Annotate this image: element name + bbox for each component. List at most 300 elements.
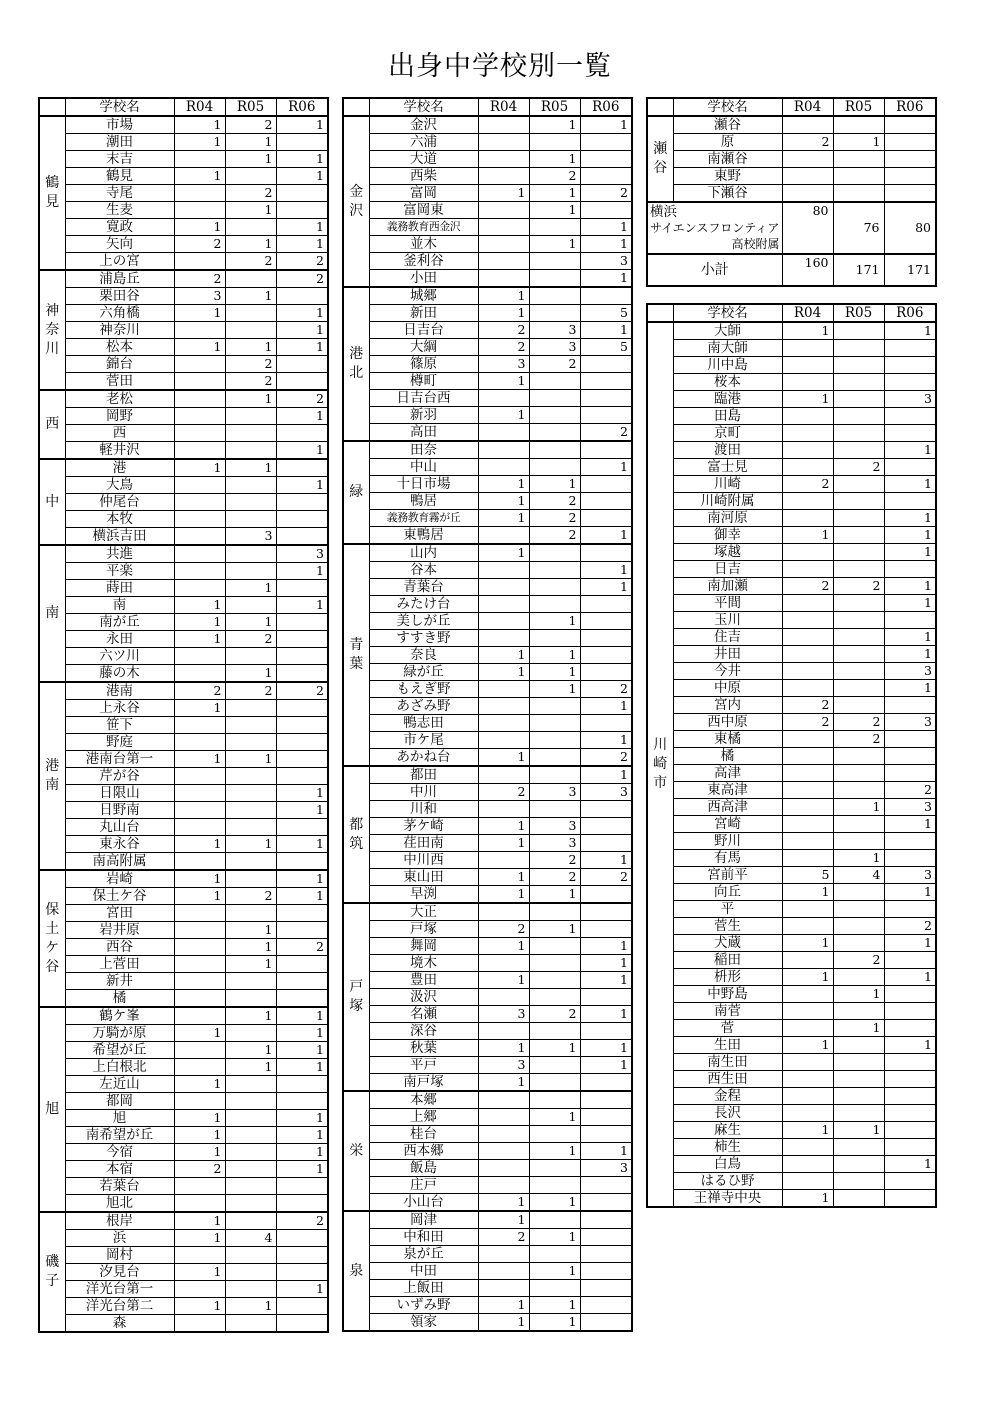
count-r04: 1 — [478, 373, 529, 390]
count-r06: 1 — [276, 408, 328, 425]
count-r05: 1 — [225, 1298, 276, 1315]
count-r05 — [529, 955, 580, 972]
count-r06 — [884, 151, 936, 168]
table-row — [647, 1173, 936, 1190]
count-r05 — [833, 116, 884, 134]
count-r05: 1 — [225, 390, 276, 408]
count-r04 — [782, 748, 833, 765]
count-r06 — [276, 717, 328, 734]
school-name: 今宿 — [65, 1144, 174, 1161]
count-r05 — [833, 646, 884, 663]
table-row — [343, 630, 632, 647]
count-r04 — [174, 408, 225, 425]
count-r05 — [833, 1054, 884, 1071]
count-r04 — [782, 799, 833, 816]
count-r06: 1 — [580, 1057, 632, 1074]
table-row — [343, 749, 632, 767]
table-row — [647, 799, 936, 816]
table-row — [343, 322, 632, 339]
ward-name: 神奈川 — [39, 270, 65, 390]
count-r06 — [580, 989, 632, 1006]
table-row — [39, 322, 328, 339]
count-r05 — [529, 407, 580, 424]
count-r06 — [276, 459, 328, 477]
count-r06: 2 — [276, 390, 328, 408]
count-r06: 1 — [276, 1059, 328, 1076]
school-name: 仲尾台 — [65, 494, 174, 511]
count-r04 — [478, 253, 529, 270]
table-row — [343, 1229, 632, 1246]
count-r06 — [884, 1173, 936, 1190]
header-row — [647, 304, 936, 322]
count-r06: 1 — [276, 1161, 328, 1178]
table-row — [39, 356, 328, 373]
count-r04: 2 — [782, 697, 833, 714]
count-r05 — [529, 938, 580, 955]
count-r06: 1 — [276, 477, 328, 494]
school-name: 上菅田 — [65, 956, 174, 973]
count-r04 — [478, 202, 529, 219]
table-row — [343, 493, 632, 510]
count-r05: 1 — [225, 922, 276, 939]
count-r04 — [782, 952, 833, 969]
count-r06: 5 — [580, 305, 632, 322]
count-r05 — [529, 732, 580, 749]
school-name: 万騎が原 — [65, 1025, 174, 1042]
count-r05: 1 — [225, 236, 276, 253]
count-r04 — [174, 665, 225, 683]
table-row — [343, 1006, 632, 1023]
table-row — [39, 631, 328, 648]
table-row — [647, 680, 936, 697]
count-r04 — [782, 357, 833, 374]
count-r05 — [225, 870, 276, 888]
table-row — [39, 665, 328, 683]
count-r06: 1 — [580, 766, 632, 784]
count-r04: 1 — [174, 1264, 225, 1281]
count-r06 — [884, 731, 936, 748]
table-row — [647, 151, 936, 168]
header-r05: R05 — [529, 98, 580, 116]
school-name: 新井 — [65, 973, 174, 990]
count-r05: 1 — [529, 681, 580, 698]
count-r06 — [276, 990, 328, 1008]
count-r04 — [478, 732, 529, 749]
count-r05: 2 — [529, 356, 580, 373]
school-name: 中田 — [369, 1263, 478, 1280]
count-r06 — [276, 853, 328, 871]
count-r06 — [276, 922, 328, 939]
header-row — [647, 98, 936, 116]
school-name: 港南 — [65, 682, 174, 700]
count-r05 — [529, 219, 580, 236]
count-r05: 1 — [833, 134, 884, 151]
count-r06 — [580, 1109, 632, 1126]
count-r06: 1 — [580, 270, 632, 288]
school-name: いずみ野 — [369, 1297, 478, 1314]
count-r06: 3 — [580, 784, 632, 801]
count-r04: 1 — [478, 749, 529, 767]
count-r06: 3 — [884, 867, 936, 884]
table-row — [343, 886, 632, 904]
table-row — [647, 969, 936, 986]
table-row — [647, 510, 936, 527]
count-r04: 2 — [174, 270, 225, 288]
school-name: 下瀬谷 — [673, 185, 782, 203]
school-name: 都岡 — [65, 1093, 174, 1110]
count-r06 — [884, 1139, 936, 1156]
count-r05 — [529, 1160, 580, 1177]
count-r05: 1 — [225, 1007, 276, 1025]
count-r05 — [225, 905, 276, 922]
count-r06 — [884, 374, 936, 391]
count-r04 — [478, 698, 529, 715]
count-r06 — [580, 1126, 632, 1143]
count-r05: 2 — [833, 731, 884, 748]
count-r06: 3 — [884, 391, 936, 408]
school-name: すすき野 — [369, 630, 478, 647]
school-name: 宮内 — [673, 697, 782, 714]
count-r06 — [884, 408, 936, 425]
school-name: 富岡 — [369, 185, 478, 202]
count-r06 — [884, 134, 936, 151]
count-r04 — [174, 785, 225, 802]
count-r05: 1 — [529, 1297, 580, 1314]
count-r06 — [884, 833, 936, 850]
count-r04: 1 — [782, 322, 833, 340]
ward-name: 中 — [39, 459, 65, 545]
school-name: もえぎ野 — [369, 681, 478, 698]
count-r04 — [782, 1003, 833, 1020]
count-r05 — [833, 748, 884, 765]
count-r04 — [782, 185, 833, 203]
school-name: 中野島 — [673, 986, 782, 1003]
school-name: 旭 — [65, 1110, 174, 1127]
school-name: 末吉 — [65, 151, 174, 168]
school-name: 領家 — [369, 1314, 478, 1332]
count-r05 — [833, 969, 884, 986]
ward-name: 戸塚 — [343, 903, 369, 1091]
count-r05: 1 — [225, 339, 276, 356]
school-name: 中原 — [673, 680, 782, 697]
table-row — [343, 647, 632, 664]
count-r05: 1 — [529, 1040, 580, 1057]
count-r04 — [478, 236, 529, 253]
table-row — [39, 442, 328, 460]
table-row — [647, 765, 936, 782]
table-row — [343, 1194, 632, 1212]
table-row — [39, 1195, 328, 1213]
school-name: 中川 — [369, 784, 478, 801]
school-name: 上白根北 — [65, 1059, 174, 1076]
table-row — [39, 1230, 328, 1247]
count-r04: 1 — [782, 935, 833, 952]
school-name: 奈良 — [369, 647, 478, 664]
count-r06 — [884, 901, 936, 918]
ward-name: 栄 — [343, 1091, 369, 1211]
count-r04: 2 — [174, 236, 225, 253]
ward-name: 磯子 — [39, 1212, 65, 1332]
count-r04 — [782, 986, 833, 1003]
count-r05: 3 — [225, 528, 276, 546]
count-r04: 1 — [478, 287, 529, 305]
school-name: 白鳥 — [673, 1156, 782, 1173]
count-r06 — [276, 1178, 328, 1195]
table-row — [343, 441, 632, 459]
count-r05: 2 — [225, 356, 276, 373]
school-name: 臨港 — [673, 391, 782, 408]
table-row — [647, 646, 936, 663]
count-r04 — [174, 545, 225, 563]
table-row — [39, 888, 328, 905]
count-r05: 1 — [529, 664, 580, 681]
count-r05: 2 — [529, 869, 580, 886]
count-r05: 1 — [225, 459, 276, 477]
table-row — [39, 768, 328, 785]
count-r05: 1 — [833, 799, 884, 816]
count-r04 — [782, 544, 833, 561]
school-name: 保土ケ谷 — [65, 888, 174, 905]
school-name: 住吉 — [673, 629, 782, 646]
table-row — [647, 816, 936, 833]
count-r04 — [782, 782, 833, 799]
count-r04 — [174, 563, 225, 580]
school-name: 岡野 — [65, 408, 174, 425]
school-name: 岡村 — [65, 1247, 174, 1264]
count-r05 — [833, 663, 884, 680]
school-name: 日吉台 — [369, 322, 478, 339]
school-name: 今井 — [673, 663, 782, 680]
count-r04: 1 — [478, 1194, 529, 1212]
count-r04: 3 — [478, 1057, 529, 1074]
school-table-1 — [38, 97, 329, 1333]
count-r04 — [174, 1315, 225, 1333]
count-r06: 1 — [580, 1143, 632, 1160]
school-name: 豊田 — [369, 972, 478, 989]
count-r05: 4 — [833, 867, 884, 884]
table-row — [647, 629, 936, 646]
count-r06: 1 — [276, 1144, 328, 1161]
school-name: 菅 — [673, 1020, 782, 1037]
table-row — [647, 1190, 936, 1208]
table-row — [39, 1161, 328, 1178]
count-r04: 1 — [174, 1298, 225, 1315]
count-r06: 2 — [276, 270, 328, 288]
count-r06: 1 — [884, 629, 936, 646]
count-r04: 1 — [782, 884, 833, 901]
school-name: 芹が谷 — [65, 768, 174, 785]
count-r05 — [529, 441, 580, 459]
count-r06: 1 — [580, 938, 632, 955]
count-r06 — [580, 407, 632, 424]
count-r05 — [833, 1173, 884, 1190]
count-r05 — [225, 768, 276, 785]
count-r05: 2 — [529, 1006, 580, 1023]
count-r06 — [884, 1020, 936, 1037]
table-row — [39, 511, 328, 528]
count-r04 — [478, 1091, 529, 1109]
count-r05 — [225, 305, 276, 322]
school-name: 義務教育霧が丘 — [369, 510, 478, 527]
school-name: 富岡東 — [369, 202, 478, 219]
school-name: 田奈 — [369, 441, 478, 459]
count-r06: 2 — [884, 782, 936, 799]
table-row — [647, 1071, 936, 1088]
count-r05 — [529, 270, 580, 288]
table-row — [343, 1126, 632, 1143]
count-r06: 1 — [276, 322, 328, 339]
count-r04 — [174, 390, 225, 408]
count-r05: 1 — [529, 921, 580, 938]
header-r04: R04 — [174, 98, 225, 116]
school-name: 南希望が丘 — [65, 1127, 174, 1144]
count-r05 — [225, 442, 276, 460]
school-name: 庄戸 — [369, 1177, 478, 1194]
count-r06 — [276, 1247, 328, 1264]
school-name: 潮田 — [65, 134, 174, 151]
count-r05 — [833, 561, 884, 578]
table-row — [343, 1074, 632, 1092]
school-name: 瀬谷 — [673, 116, 782, 134]
count-r04 — [478, 1160, 529, 1177]
count-r06 — [276, 905, 328, 922]
count-r05 — [225, 1264, 276, 1281]
count-r05 — [225, 853, 276, 871]
count-r06 — [884, 1122, 936, 1139]
table-row — [343, 1057, 632, 1074]
count-r05 — [529, 1246, 580, 1263]
count-r05: 2 — [529, 493, 580, 510]
table-row — [343, 579, 632, 596]
table-row — [647, 340, 936, 357]
school-name: 城郷 — [369, 287, 478, 305]
school-name: 飯島 — [369, 1160, 478, 1177]
count-r06: 1 — [884, 1037, 936, 1054]
subtotal-r06: 171 — [884, 254, 936, 286]
table-row — [39, 305, 328, 322]
count-r06 — [276, 1315, 328, 1333]
count-r05 — [225, 802, 276, 819]
count-r06 — [884, 1105, 936, 1122]
count-r06 — [276, 134, 328, 151]
school-name: 上飯田 — [369, 1280, 478, 1297]
table-row — [39, 734, 328, 751]
count-r06 — [884, 1088, 936, 1105]
header-school: 学校名 — [673, 304, 782, 322]
count-r06: 1 — [580, 1006, 632, 1023]
table-row — [39, 1264, 328, 1281]
count-r06: 1 — [276, 1110, 328, 1127]
school-name: 南高附属 — [65, 853, 174, 871]
count-r05 — [833, 357, 884, 374]
count-r04: 2 — [782, 578, 833, 595]
count-r04 — [174, 717, 225, 734]
table-row — [647, 731, 936, 748]
count-r04 — [174, 373, 225, 391]
count-r04 — [478, 681, 529, 698]
school-name: 永田 — [65, 631, 174, 648]
table-row — [343, 801, 632, 818]
count-r04 — [782, 340, 833, 357]
ward-name: 西 — [39, 390, 65, 459]
count-r05 — [833, 391, 884, 408]
count-r04: 1 — [478, 835, 529, 852]
count-r04 — [782, 1054, 833, 1071]
school-name: 川崎 — [673, 476, 782, 493]
count-r04 — [782, 612, 833, 629]
table-row — [39, 1042, 328, 1059]
table-row — [343, 202, 632, 219]
count-r06 — [884, 493, 936, 510]
count-r05 — [833, 680, 884, 697]
school-name: 東鴨居 — [369, 527, 478, 545]
count-r06: 1 — [884, 527, 936, 544]
school-name: 東橘 — [673, 731, 782, 748]
school-name: 六ツ川 — [65, 648, 174, 665]
table-row — [39, 614, 328, 631]
count-r04: 1 — [174, 614, 225, 631]
count-r05 — [833, 629, 884, 646]
school-name: 老松 — [65, 390, 174, 408]
school-name: 田島 — [673, 408, 782, 425]
school-name: 秋葉 — [369, 1040, 478, 1057]
table-row — [39, 597, 328, 614]
school-name: 舞岡 — [369, 938, 478, 955]
table-row — [343, 476, 632, 493]
count-r04: 1 — [174, 597, 225, 614]
count-r06 — [580, 921, 632, 938]
count-r06: 1 — [884, 884, 936, 901]
table-row — [647, 357, 936, 374]
count-r05 — [529, 1023, 580, 1040]
school-name: 富士見 — [673, 459, 782, 476]
count-r04 — [478, 390, 529, 407]
count-r04 — [174, 922, 225, 939]
count-r04 — [782, 151, 833, 168]
table-row — [39, 390, 328, 408]
count-r06 — [276, 288, 328, 305]
school-name: 鴨居 — [369, 493, 478, 510]
table-row — [647, 918, 936, 935]
count-r06 — [580, 202, 632, 219]
table-row — [343, 270, 632, 288]
school-name: 東山田 — [369, 869, 478, 886]
school-name: 長沢 — [673, 1105, 782, 1122]
school-name: 川崎附属 — [673, 493, 782, 510]
school-name: 大綱 — [369, 339, 478, 356]
count-r04: 2 — [478, 339, 529, 356]
count-r05 — [833, 1088, 884, 1105]
count-r04 — [782, 459, 833, 476]
count-r05 — [529, 972, 580, 989]
table-row — [647, 544, 936, 561]
count-r05 — [529, 373, 580, 390]
count-r06 — [884, 1071, 936, 1088]
header-r04: R04 — [782, 304, 833, 322]
table-row — [39, 580, 328, 597]
count-r06: 3 — [884, 714, 936, 731]
table-row — [39, 700, 328, 717]
school-name: 南生田 — [673, 1054, 782, 1071]
school-name: 西 — [65, 425, 174, 442]
count-r05 — [225, 219, 276, 236]
count-r06 — [580, 1246, 632, 1263]
count-r05 — [225, 1178, 276, 1195]
count-r05 — [225, 168, 276, 185]
school-name: 並木 — [369, 236, 478, 253]
page-title: 出身中学校別一覧 — [388, 51, 612, 82]
count-r06: 1 — [580, 116, 632, 134]
